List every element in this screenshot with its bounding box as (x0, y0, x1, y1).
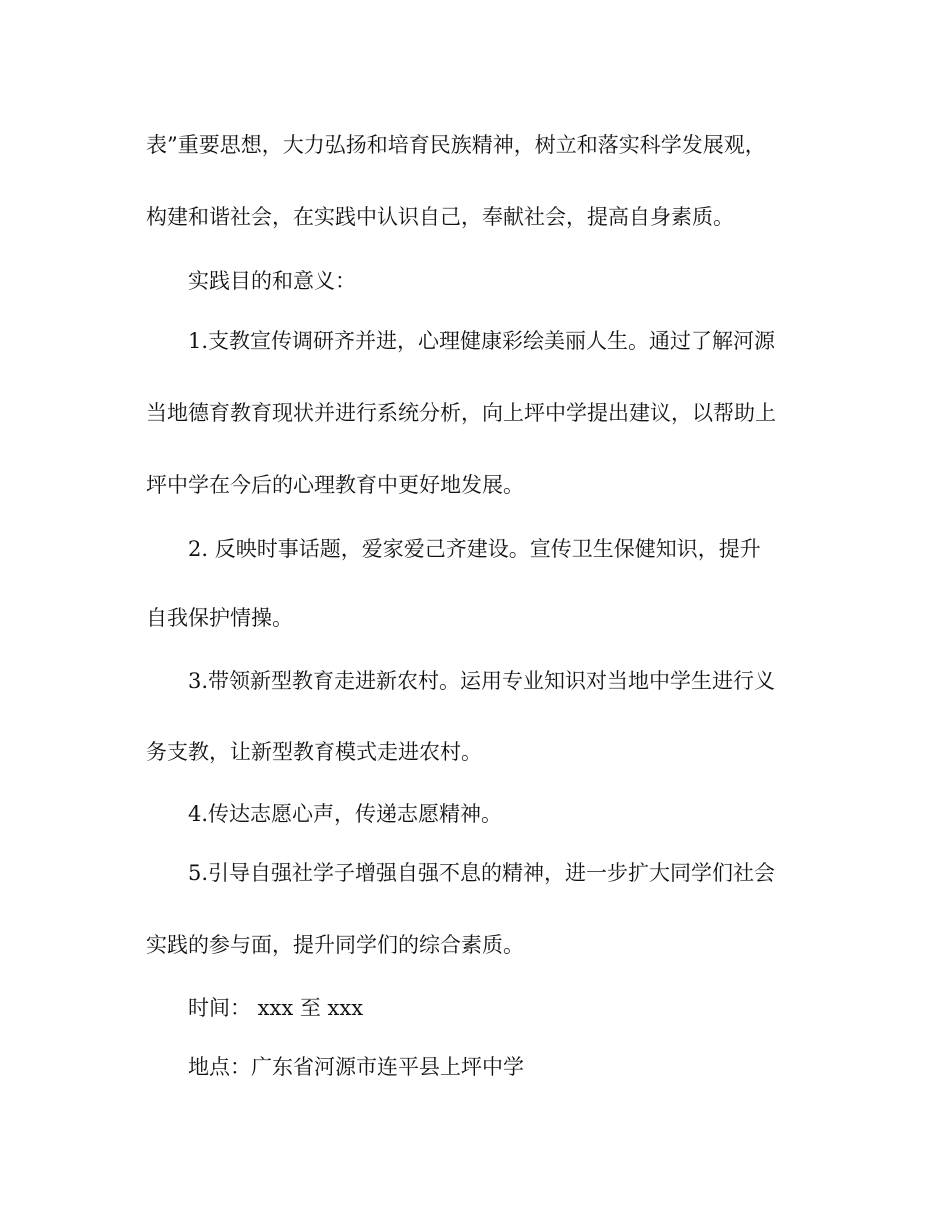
text-line: 务支教，让新型教育模式走进农村。 (146, 740, 482, 764)
text-line: 实践的参与面，提升同学们的综合素质。 (146, 933, 524, 957)
section-heading: 实践目的和意义： (188, 269, 356, 293)
text-line: 自我保护情操。 (146, 606, 293, 630)
list-item-3: 3.带领新型教育走进新农村。运用专业知识对当地中学生进行义 (188, 669, 776, 693)
list-item-5: 5.引导自强社学子增强自强不息的精神，进一步扩大同学们社会 (188, 861, 776, 885)
list-item-1: 1.支教宣传调研齐并进，心理健康彩绘美丽人生。通过了解河源 (188, 329, 776, 353)
list-item-4: 4.传达志愿心声，传递志愿精神。 (188, 802, 503, 826)
text-line: 当地德育教育现状并进行系统分析，向上坪中学提出建议，以帮助上 (146, 401, 776, 425)
location-line: 地点：广东省河源市连平县上坪中学 (188, 1055, 524, 1079)
list-item-2: 2. 反映时事话题，爱家爱己齐建设。宣传卫生保健知识，提升 (188, 537, 761, 561)
text-line: 构建和谐社会，在实践中认识自己，奉献社会，提高自身素质。 (146, 205, 734, 229)
time-line: 时间： xxx 至 xxx (188, 996, 364, 1020)
text-line: 坪中学在今后的心理教育中更好地发展。 (146, 473, 524, 497)
text-line: 表”重要思想，大力弘扬和培育民族精神，树立和落实科学发展观， (146, 133, 766, 157)
